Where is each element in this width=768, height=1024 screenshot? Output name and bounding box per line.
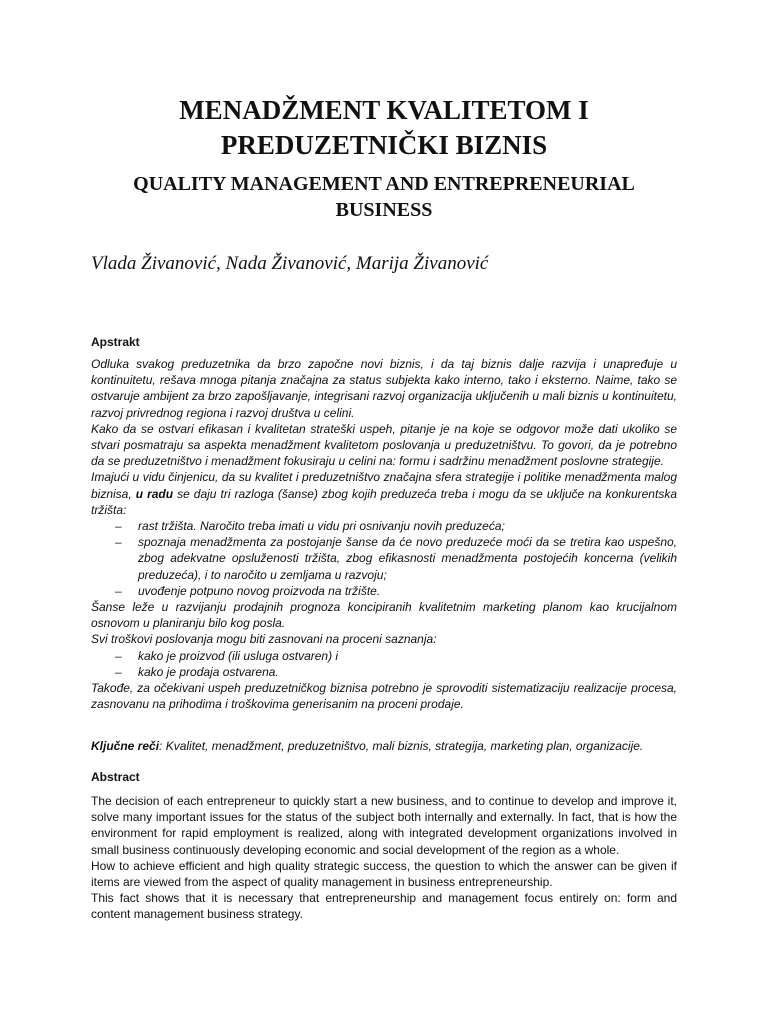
abstract-body [91, 793, 677, 923]
apstrakt-body [91, 356, 677, 712]
keywords-text: : Kvalitet, menadžment, preduzetništvo, mali biznis, strategija, marketing plan, organizacije. [159, 739, 644, 753]
apstrakt-heading: Apstrakt [91, 335, 140, 349]
dash-bullet: – [115, 519, 122, 534]
list-item [91, 664, 677, 680]
list-item-text: kako je proizvod (ili usluga ostvaren) i [138, 648, 339, 663]
apstrakt-paragraph-3-start: Imajući u vidu činjenicu, da su kvalitet i preduzetništvo značajna sfera strategije i politike menadžmenta malog biznisa, [91, 470, 677, 501]
dash-bullet: – [115, 664, 122, 679]
list-item-text: spoznaja menadžmenta za postojanje šanse da će novo preduzeće moći da se tretira kao uspešno, zbog adekvatne opsluženosti tržišta, zbog efikasnosti menadžmenta postojećih koncerna (velikih preduzeća), i to naročito u zemljama u razvoju; [138, 535, 677, 582]
authors: Vlada Živanović, Nada Živanović, Marija Živanović [91, 253, 489, 274]
apstrakt-paragraph-3 [91, 469, 677, 518]
apstrakt-paragraph-6: Takođe, za očekivani uspeh preduzetničkog biznisa potrebno je sprovoditi sistematizaciju realizacije procesa, zasnovanu na prihodima i troškovima generisanim na proceni prodaje. [91, 681, 677, 712]
abstract-paragraph-2: How to achieve efficient and high quality strategic success, the question to which the answer can be given if items are viewed from the aspect of quality management in business entrepreneurship. [91, 858, 677, 890]
title-line-1: MENADŽMENT KVALITETOM I [179, 95, 589, 125]
costs-list [91, 648, 677, 680]
list-item [91, 534, 677, 583]
u-radu-emphasis: u radu [135, 486, 174, 501]
apstrakt-paragraph-1: Odluka svakog preduzetnika da brzo započne novi biznis, i da taj biznis dalje razvija i unapređuje u kontinuitetu, rešava mnoga pitanja značajna za status subjekta kako interno, tako i eksterno. Naime, tako se ostvaruje ambijent za brzo zapošljavanje, integrisani razvoj organizacija uključenih u mali biznis u kontinuitetu, razvoj privrednog regiona i razvoj društva u celini. [91, 357, 677, 420]
dash-bullet: – [115, 583, 122, 598]
english-title-line-2: BUSINESS [335, 199, 433, 221]
list-item-text: uvođenje potpuno novog proizvoda na tržište. [138, 583, 381, 598]
abstract-paragraph-3: This fact shows that it is necessary that entrepreneurship and management focus entirely on: form and content management business strategy. [91, 891, 677, 922]
list-item [91, 583, 677, 599]
keywords [91, 738, 677, 754]
abstract-heading: Abstract [91, 770, 140, 784]
list-item-text: kako je prodaja ostvarena. [138, 664, 279, 679]
reasons-list [91, 518, 677, 599]
apstrakt-paragraph-2: Kako da se ostvari efikasan i kvalitetan strateški uspeh, pitanje je na koje se odgovor može dati ukoliko se stvari posmatraju sa aspekta menadžment kvalitetom poslovanja u preduzetništvu. To govori, da je potrebno da se preduzetništvo i menadžment fokusiraju u celini na: formu i sadržinu menadžment poslovne strategije. [91, 421, 677, 469]
apstrakt-paragraph-5: Svi troškovi poslovanja mogu biti zasnovani na proceni saznanja: [91, 632, 437, 647]
abstract-paragraph-1: The decision of each entrepreneur to quickly start a new business, and to continue to develop and improve it, solve many important issues for the status of the subject both internally and externally. In fact, that is how the environment for rapid employment is realized, along with integrated development organizations involved in small business continuously developing economic and social development of the region as a whole. [91, 794, 677, 857]
dash-bullet: – [115, 648, 122, 663]
apstrakt-paragraph-4: Šanse leže u razvijanju prodajnih prognoza koncipiranih kvalitetnim marketing planom kao krucijalnom osnovom u planiranju bilo kog posla. [91, 600, 677, 631]
list-item [91, 518, 677, 534]
apstrakt-paragraph-3-end: se daju tri razloga (šanse) zbog kojih preduzeća treba i mogu da se uključe na konkurentska tržišta: [91, 486, 677, 517]
keywords-label: Ključne reči [91, 739, 160, 753]
list-item-text: rast tržišta. Naročito treba imati u vidu pri osnivanju novih preduzeća; [138, 519, 505, 534]
list-item [91, 648, 677, 664]
dash-bullet: – [115, 535, 122, 550]
title-line-2: PREDUZETNIČKI BIZNIS [220, 130, 548, 160]
english-title-line-1: QUALITY MANAGEMENT AND ENTREPRENEURIAL [133, 173, 635, 195]
